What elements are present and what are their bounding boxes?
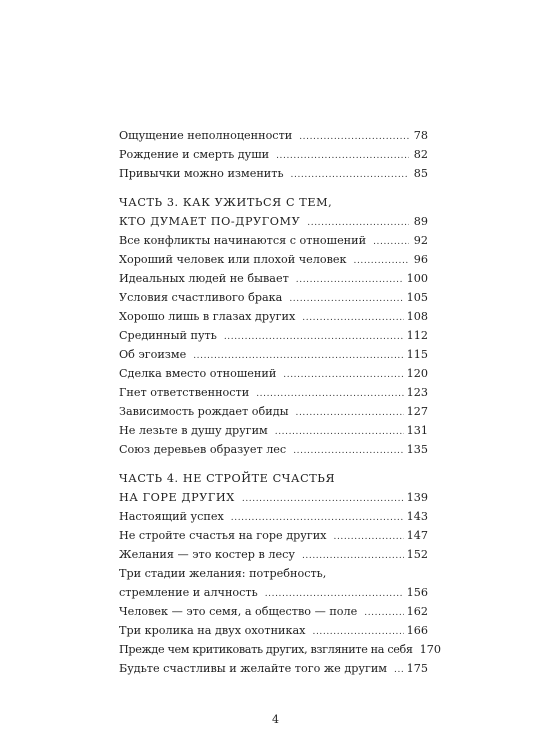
- toc-entry-page: 100: [406, 272, 428, 285]
- toc-entry-title: Желания — это костер в лесу: [119, 548, 295, 561]
- toc-entry-page: 147: [406, 529, 428, 542]
- dot-leader: [333, 528, 403, 546]
- toc-entry[interactable]: [119, 640, 441, 660]
- toc-entry-title: Гнет ответственности: [119, 386, 250, 399]
- toc-entry-page: 108: [406, 310, 428, 323]
- dot-leader: [296, 271, 404, 289]
- toc-entry-title-line1: Три стадии желания: потребность,: [119, 567, 327, 580]
- toc-entry-title: Будьте счастливы и желайте того же другим: [119, 662, 387, 675]
- part3-heading-line2: КТО ДУМАЕТ ПО-ДРУГОМУ: [119, 215, 301, 228]
- dot-leader: [364, 604, 403, 622]
- part4-heading-line1: ЧАСТЬ 4. НЕ СТРОЙТЕ СЧАСТЬЯ: [119, 472, 336, 485]
- toc-entry-title: Рождение и смерть души: [119, 148, 270, 161]
- toc-entry-title: Привычки можно изменить: [119, 167, 284, 180]
- toc-entry-page: 85: [413, 167, 428, 180]
- toc-entry[interactable]: [119, 402, 428, 422]
- dot-leader: [302, 309, 403, 327]
- dot-leader: [354, 252, 410, 270]
- toc-entry-title: Об эгоизме: [119, 348, 187, 361]
- toc-entry-title: Сделка вместо отношений: [119, 367, 277, 380]
- toc-entry-page: 175: [406, 662, 428, 675]
- part3-heading[interactable]: [119, 212, 428, 232]
- toc-entry-title: Идеальных людей не бывает: [119, 272, 289, 285]
- toc-entry[interactable]: [119, 269, 428, 289]
- dot-leader: [283, 366, 403, 384]
- toc-entry[interactable]: [119, 421, 428, 441]
- part4-heading[interactable]: [119, 488, 428, 508]
- toc-entry-page: 166: [406, 624, 428, 637]
- toc-entry-page: 115: [406, 348, 428, 361]
- toc-entry-title: Зависимость рождает обиды: [119, 405, 289, 418]
- toc-entry-page: 112: [406, 329, 428, 342]
- toc-entry-page: 92: [413, 234, 428, 247]
- toc-entry-page: 135: [406, 443, 428, 456]
- dot-leader: [275, 423, 404, 441]
- dot-leader: [231, 509, 404, 527]
- dot-leader: [265, 585, 404, 603]
- toc-entry-title: Хорошо лишь в глазах других: [119, 310, 296, 323]
- toc-entry-page: 82: [413, 148, 428, 161]
- toc-entry[interactable]: [119, 364, 428, 384]
- toc-entry-page: 131: [406, 424, 428, 437]
- toc-entry-title: Три кролика на двух охотниках: [119, 624, 306, 637]
- dot-leader: [312, 623, 403, 641]
- dot-leader: [296, 404, 404, 422]
- part3-heading-line1: ЧАСТЬ 3. КАК УЖИТЬСЯ С ТЕМ,: [119, 196, 333, 209]
- dot-leader: [276, 147, 409, 165]
- dot-leader: [293, 442, 403, 460]
- toc-entry-page: 96: [413, 253, 428, 266]
- toc-entry-title: стремление и алчность: [119, 586, 258, 599]
- dot-leader: [242, 490, 404, 508]
- toc-entry-page: 123: [406, 386, 428, 399]
- toc-entry[interactable]: [119, 307, 428, 327]
- part3-heading-page: 89: [413, 215, 428, 228]
- toc-entry-page: 127: [406, 405, 428, 418]
- toc-entry-page: 78: [413, 129, 428, 142]
- part4-heading-page: 139: [406, 491, 428, 504]
- toc-entry-title: Человек — это семя, а общество — поле: [119, 605, 358, 618]
- dot-leader: [256, 385, 403, 403]
- toc-entry[interactable]: [119, 583, 428, 603]
- toc-entry-title: Прежде чем критиковать других, взгляните на себя: [119, 643, 413, 656]
- toc-entry-title: Ощущение неполноценности: [119, 129, 293, 142]
- toc-entry[interactable]: [119, 602, 428, 622]
- toc-entry[interactable]: [119, 345, 428, 365]
- toc-entry-page: 170: [419, 643, 441, 656]
- toc-entry[interactable]: [119, 507, 428, 527]
- dot-leader: [373, 233, 409, 251]
- toc-entry[interactable]: [119, 145, 428, 165]
- dot-leader: [394, 661, 404, 679]
- toc-entry[interactable]: [119, 621, 428, 641]
- toc-entry[interactable]: [119, 526, 428, 546]
- toc-entry-title: Хороший человек или плохой человек: [119, 253, 347, 266]
- toc-entry[interactable]: [119, 164, 428, 184]
- toc-entry-title: Настоящий успех: [119, 510, 224, 523]
- dot-leader: [302, 547, 404, 565]
- toc-entry-title: Союз деревьев образует лес: [119, 443, 287, 456]
- toc-entry-page: 120: [406, 367, 428, 380]
- toc-entry[interactable]: [119, 440, 428, 460]
- dot-leader: [299, 128, 409, 146]
- dot-leader: [289, 290, 403, 308]
- toc-entry[interactable]: [119, 659, 428, 679]
- toc-entry-page: 156: [406, 586, 428, 599]
- dot-leader: [307, 214, 409, 232]
- page-number: 4: [272, 713, 279, 726]
- toc-entry-title: Не стройте счастья на горе других: [119, 529, 327, 542]
- toc-entry-page: 162: [406, 605, 428, 618]
- toc-entry[interactable]: [119, 126, 428, 146]
- dot-leader: [193, 347, 403, 365]
- dot-leader: [291, 166, 409, 184]
- part4-heading-line2: НА ГОРЕ ДРУГИХ: [119, 491, 235, 504]
- dot-leader: [224, 328, 404, 346]
- toc-entry-title: Не лезьте в душу другим: [119, 424, 268, 437]
- toc-entry-page: 143: [406, 510, 428, 523]
- toc-entry[interactable]: [119, 545, 428, 565]
- toc-entry[interactable]: [119, 326, 428, 346]
- toc-entry-page: 105: [406, 291, 428, 304]
- toc-entry[interactable]: [119, 383, 428, 403]
- toc-entry-page: 152: [406, 548, 428, 561]
- toc-entry[interactable]: [119, 231, 428, 251]
- toc-entry-title: Условия счастливого брака: [119, 291, 283, 304]
- toc-entry[interactable]: [119, 250, 428, 270]
- toc-entry-title: Срединный путь: [119, 329, 217, 342]
- toc-entry[interactable]: [119, 288, 428, 308]
- toc-entry-title: Все конфликты начинаются с отношений: [119, 234, 367, 247]
